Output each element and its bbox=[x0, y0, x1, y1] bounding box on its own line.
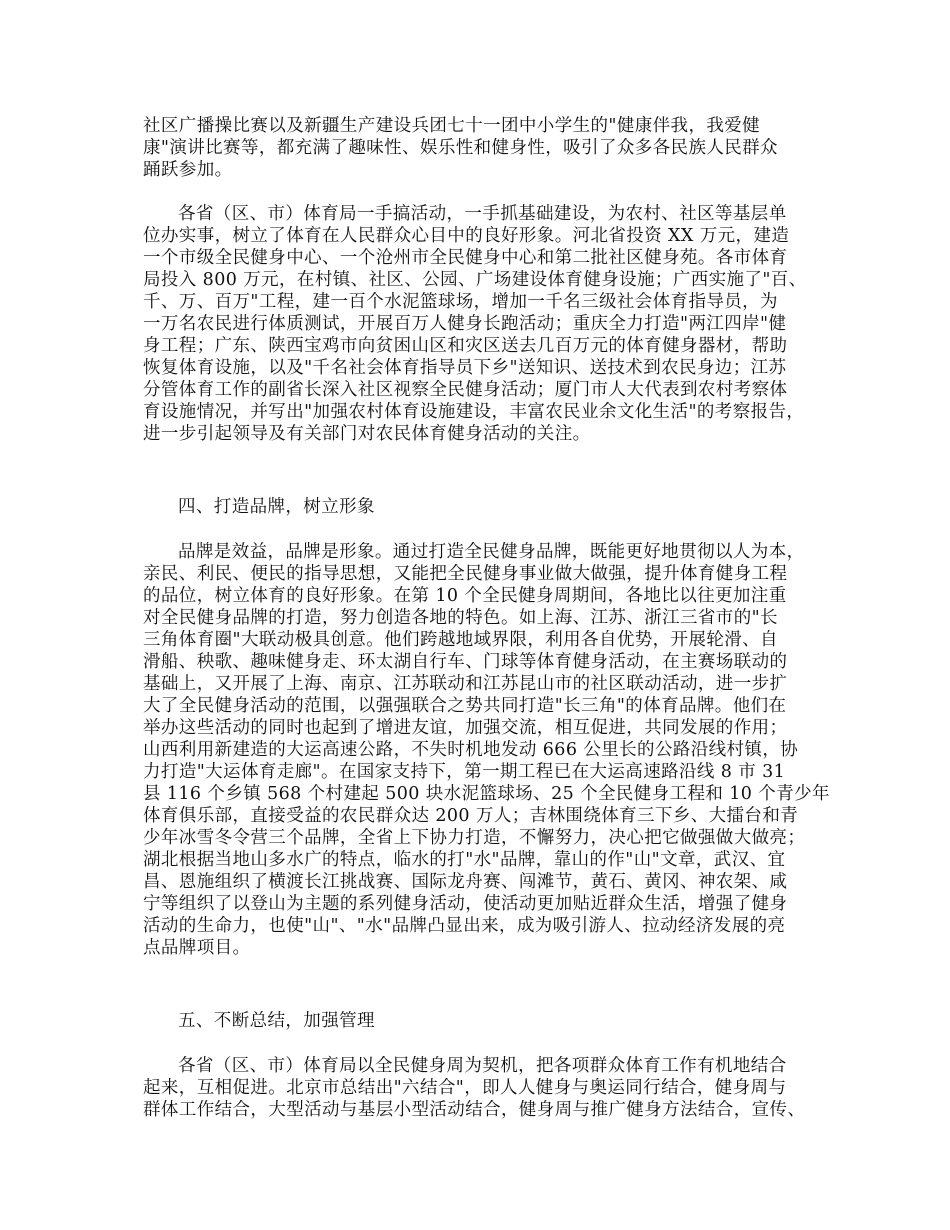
paragraph-line: 少年冰雪冬令营三个品牌，全省上下协力打造，不懈努力，决心把它做强做大做亮； bbox=[143, 828, 806, 848]
paragraph-line: 的品位，树立体育的良好形象。在第 10 个全民健身周期间，各地比以往更加注重 bbox=[143, 586, 787, 606]
paragraph-line: 昌、恩施组织了横渡长江挑战赛、国际龙舟赛、闯滩节，黄石、黄冈、神农架、咸 bbox=[143, 872, 788, 892]
paragraph-line: 力打造"大运体育走廊"。在国家支持下，第一期工程已在大运高速路沿线 8 市 31 bbox=[143, 762, 786, 782]
paragraph-line: 社区广播操比赛以及新疆生产建设兵团七十一团中小学生的"健康伴我，我爱健 bbox=[143, 116, 761, 136]
paragraph-line: 对全民健身品牌的打造，努力创造各地的特色。如上海、江苏、浙江三省市的"长 bbox=[143, 608, 778, 628]
paragraph-line: 宁等组织了以登山为主题的系列健身活动，使活动更加贴近群众生活，增强了健身 bbox=[143, 894, 788, 914]
paragraph-line: 分管体育工作的副省长深入社区视察全民健身活动；厦门市人大代表到农村考察体 bbox=[143, 380, 788, 400]
section-heading: 四、打造品牌，树立形象 bbox=[178, 497, 375, 517]
paragraph-line: 品牌是效益，品牌是形象。通过打造全民健身品牌，既能更好地贯彻以人为本， bbox=[178, 542, 805, 562]
paragraph-line: 身工程；广东、陕西宝鸡市向贫困山区和灾区送去几百万元的体育健身器材，帮助 bbox=[143, 336, 788, 356]
paragraph-line: 千、万、百万"工程，建一百个水泥篮球场，增加一千名三级社会体育指导员，为 bbox=[143, 292, 778, 312]
paragraph-line: 点品牌项目。 bbox=[143, 938, 251, 958]
paragraph-line: 体育俱乐部，直接受益的农民群众达 200 万人；吉林围绕体育三下乡、大擂台和青 bbox=[143, 806, 799, 826]
paragraph-line: 大了全民健身活动的范围，以强强联合之势共同打造"长三角"的体育品牌。他们在 bbox=[143, 696, 787, 716]
paragraph-line: 滑船、秧歌、趣味健身走、环太湖自行车、门球等体育健身活动，在主赛场联动的 bbox=[143, 652, 788, 672]
paragraph-line: 康"演讲比赛等，都充满了趣味性、娱乐性和健身性，吸引了众多各民族人民群众 bbox=[143, 138, 778, 158]
paragraph-line: 三角体育圈"大联动极具创意。他们跨越地域界限，利用各自优势，开展轮滑、自 bbox=[143, 630, 778, 650]
paragraph-line: 举办这些活动的同时也起到了增进友谊，加强交流，相互促进，共同发展的作用； bbox=[143, 718, 788, 738]
paragraph-line: 局投入 800 万元，在村镇、社区、公园、广场建设体育健身设施；广西实施了"百、 bbox=[143, 270, 807, 290]
paragraph-line: 活动的生命力，也使"山"、"水"品牌凸显出来，成为吸引游人、拉动经济发展的亮 bbox=[143, 916, 786, 936]
paragraph-line: 一个市级全民健身中心、一个沧州市全民健身中心和第二批社区健身苑。各市体育 bbox=[143, 248, 788, 268]
paragraph-line: 基础上，又开展了上海、南京、江苏联动和江苏昆山市的社区联动活动，进一步扩 bbox=[143, 674, 788, 694]
paragraph-line: 各省（区、市）体育局一手搞活动，一手抓基础建设，为农村、社区等基层单 bbox=[178, 204, 787, 224]
paragraph-line: 育设施情况，并写出"加强农村体育设施建设，丰富农民业余文化生活"的考察报告， bbox=[143, 402, 805, 422]
paragraph-line: 各省（区、市）体育局以全民健身周为契机，把各项群众体育工作有机地结合 bbox=[178, 1056, 787, 1076]
paragraph-line: 湖北根据当地山多水广的特点，临水的打"水"品牌，靠山的作"山"文章，武汉、宜 bbox=[143, 850, 786, 870]
paragraph-line: 位办实事，树立了体育在人民群众心目中的良好形象。河北省投资 XX 万元，建造 bbox=[143, 226, 790, 246]
section-heading: 五、不断总结，加强管理 bbox=[178, 1011, 375, 1031]
paragraph-line: 一万名农民进行体质测试，开展百万人健身长跑活动；重庆全力打造"两江四岸"健 bbox=[143, 314, 787, 334]
paragraph-line: 山西利用新建造的大运高速公路，不失时机地发动 666 公里长的公路沿线村镇，协 bbox=[143, 740, 799, 760]
paragraph-line: 群体工作结合，大型活动与基层小型活动结合，健身周与推广健身方法结合，宣传、 bbox=[143, 1100, 806, 1120]
paragraph-line: 县 116 个乡镇 568 个村建起 500 块水泥篮球场、25 个全民健身工程和 10 个青少年 bbox=[143, 784, 830, 804]
paragraph-line: 亲民、利民、便民的指导思想，又能把全民健身事业做大做强，提升体育健身工程 bbox=[143, 564, 788, 584]
paragraph-line: 进一步引起领导及有关部门对农民体育健身活动的关注。 bbox=[143, 424, 591, 444]
paragraph-line: 踊跃参加。 bbox=[143, 160, 233, 180]
paragraph-line: 起来，互相促进。北京市总结出"六结合"，即人人健身与奥运同行结合，健身周与 bbox=[143, 1078, 787, 1098]
paragraph-line: 恢复体育设施，以及"千名社会体育指导员下乡"送知识、送技术到农民身边；江苏 bbox=[143, 358, 787, 378]
